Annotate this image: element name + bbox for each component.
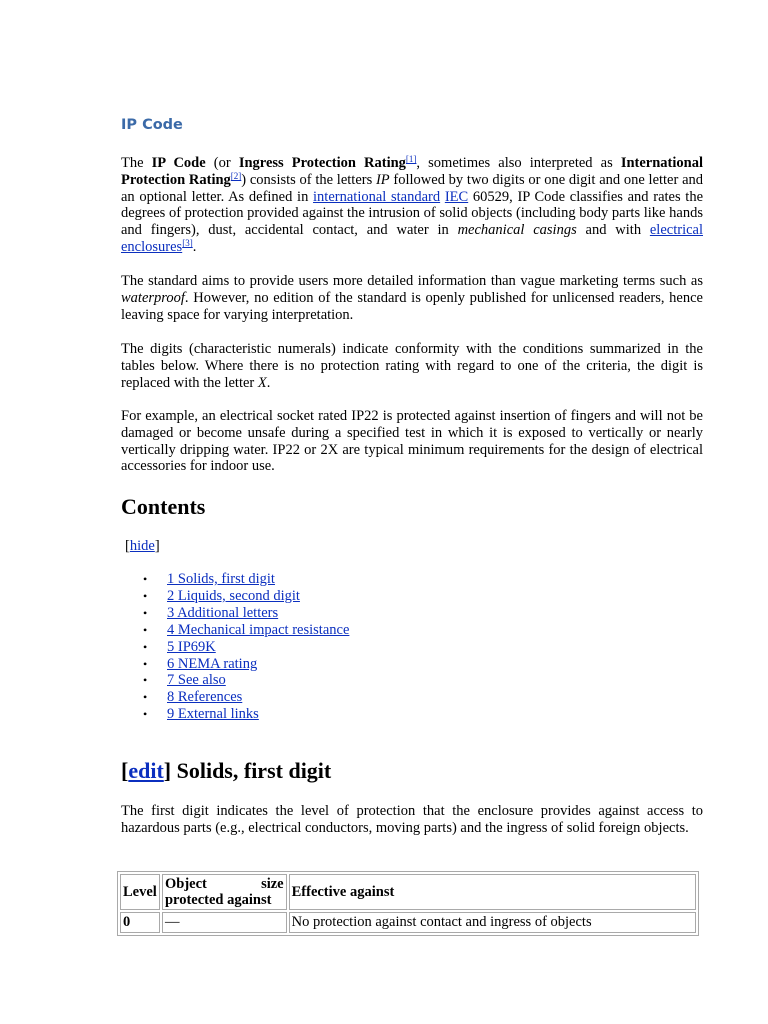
cell-object-size: — (162, 912, 287, 933)
text: , sometimes also interpreted as (416, 155, 621, 171)
bracket: ] (154, 538, 160, 554)
section-title: Solids, first digit (171, 758, 332, 783)
text: and with (576, 222, 650, 239)
section-heading-solids (121, 758, 331, 784)
contents-heading: Contents (121, 494, 206, 519)
bullet-icon: • (143, 588, 148, 603)
bullet-icon: • (143, 656, 148, 671)
bullet-icon: • (143, 622, 148, 637)
international-standard-link[interactable]: international standard (313, 188, 441, 205)
toc-item (121, 639, 349, 656)
bullet-icon: • (143, 690, 148, 705)
term-ip-code: IP Code (151, 155, 206, 171)
header-object-size (162, 874, 287, 910)
solids-paragraph: The first digit indicates the level of protection that the enclosure provides against access to hazardous parts (e.g., electrical conductors, moving parts) and the ingress of solid foreign objects. (121, 803, 703, 836)
toc-toggle (125, 538, 160, 555)
term-ingress-protection-rating: Ingress Protection Rating (238, 155, 406, 171)
toc-link-nema-rating[interactable]: 6 NEMA rating (167, 655, 258, 672)
term-international-protection-rating: International Protection Rating (121, 155, 703, 188)
bullet-icon: • (143, 605, 148, 620)
table-row (120, 912, 696, 933)
toc-link-mechanical-impact[interactable]: 4 Mechanical impact resistance (167, 621, 350, 638)
toc-item (121, 672, 349, 689)
text: (or (205, 155, 239, 171)
toc-item (121, 706, 349, 723)
hide-toc-link[interactable]: hide (129, 538, 155, 554)
term-x: X (257, 374, 267, 391)
toc-item (121, 605, 349, 622)
text: The standard aims to provide users more detailed information than vague marketing terms such as (121, 273, 703, 289)
text: . (192, 238, 197, 255)
toc-item (121, 588, 349, 605)
header-level: Level (120, 874, 160, 910)
text: followed by two digits or one digit and one letter and an optional letter. As defined in (121, 171, 703, 205)
bracket: [ (121, 758, 129, 783)
text: . (266, 374, 271, 391)
solids-table (117, 871, 699, 936)
bullet-icon: • (143, 673, 148, 688)
toc-item (121, 622, 349, 639)
text: The (121, 155, 152, 171)
toc-link-external-links[interactable]: 9 External links (167, 706, 259, 723)
reference-link-2[interactable]: [2] (230, 170, 242, 181)
electrical-enclosures-link[interactable]: electrical enclosures (121, 222, 703, 255)
toc-link-ip69k[interactable]: 5 IP69K (167, 638, 216, 655)
reference-link-3[interactable]: [3] (182, 237, 193, 248)
text: The digits (characteristic numerals) indicate conformity with the conditions summarized in the tables below. Where there is no protection rating with regard to one of the criteria, the digit is replaced with the letter (121, 341, 703, 391)
header-text: size (261, 876, 284, 892)
toc-item (121, 656, 349, 673)
intro-paragraph (121, 155, 703, 256)
edit-section-link[interactable]: edit (128, 758, 164, 783)
reference-link-1[interactable]: [1] (405, 154, 417, 164)
bullet-icon: • (143, 639, 148, 654)
standard-paragraph (121, 273, 703, 323)
toc-link-additional-letters[interactable]: 3 Additional letters (167, 604, 279, 621)
digits-paragraph (121, 341, 703, 391)
text: ) consists of the letters (241, 171, 376, 188)
page-title: IP Code (121, 117, 183, 133)
bracket: ] (163, 758, 172, 783)
text: . However, no edition of the standard is openly published for unlicensed readers, hence leaving space for varying interpretation. (121, 289, 703, 323)
bullet-icon: • (143, 572, 148, 586)
toc-link-solids[interactable]: 1 Solids, first digit (167, 571, 275, 587)
toc-item (121, 689, 349, 706)
toc-link-liquids[interactable]: 2 Liquids, second digit (167, 587, 300, 604)
term-ip: IP (375, 171, 390, 188)
header-effective-against: Effective against (289, 874, 696, 910)
term-mechanical-casings: mechanical casings (457, 222, 577, 239)
iec-link[interactable]: IEC (444, 188, 469, 205)
toc-item (121, 571, 349, 588)
table-header-row (120, 874, 696, 910)
bullet-icon: • (143, 707, 148, 722)
header-text: Object (164, 876, 207, 892)
cell-effective-against: No protection against contact and ingress of objects (289, 912, 696, 933)
cell-level: 0 (120, 912, 160, 933)
text: 60529, IP Code classifies and rates the degrees of protection provided against the intrusion of solid objects (including body parts like hands and fingers), dust, accidental contact, and water in (121, 188, 704, 239)
header-text: protected against (164, 892, 272, 908)
example-paragraph: For example, an electrical socket rated IP22 is protected against insertion of fingers and will not be damaged or become unsafe during a specified test in which it is exposed to vertically or nearly vertically dripping water. IP22 or 2X are typical minimum requirements for the design of electrical accessories for indoor use. (121, 408, 703, 475)
table-of-contents (121, 571, 349, 723)
term-waterproof: waterproof (121, 289, 185, 306)
toc-link-references[interactable]: 8 References (167, 689, 243, 706)
toc-link-see-also[interactable]: 7 See also (167, 672, 226, 689)
bracket: [ (125, 538, 130, 554)
